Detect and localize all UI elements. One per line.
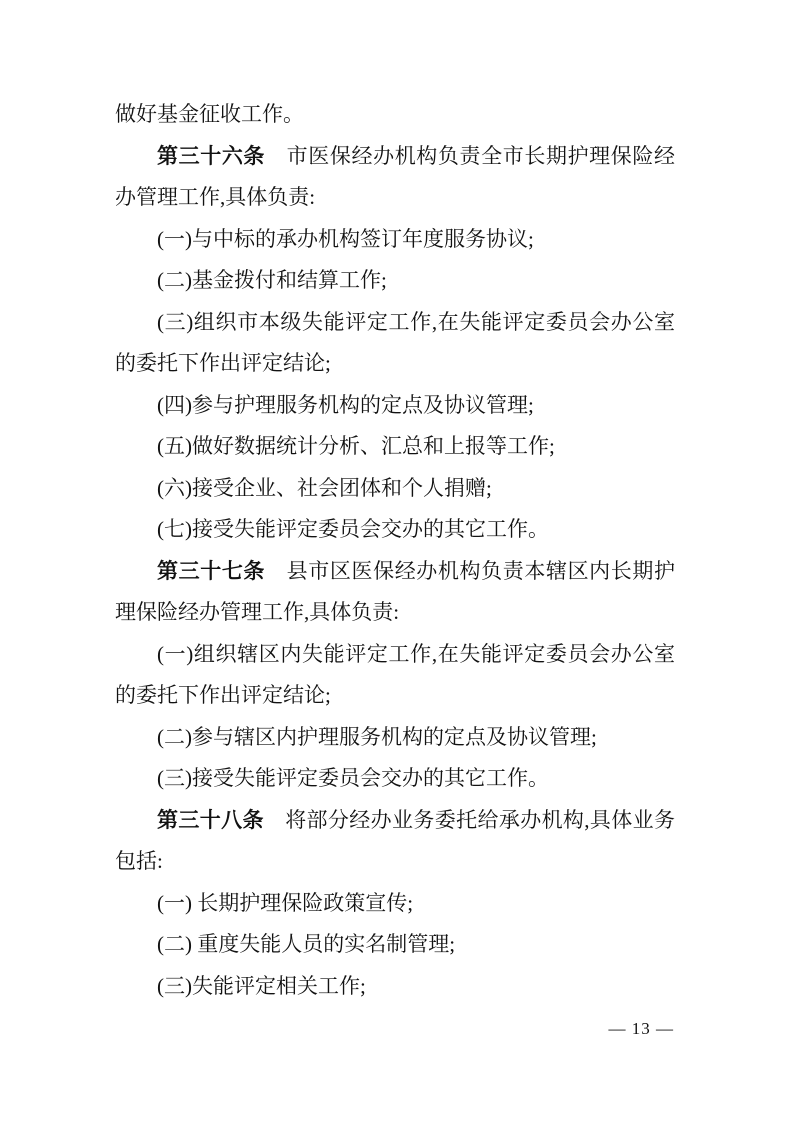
paragraph-text: 县市区医保经办机构负责本辖区内长期护理保险经办管理工作,具体负责: [115,558,676,624]
paragraph-text: (二) 重度失能人员的实名制管理; [157,932,456,956]
paragraph [115,94,675,136]
paragraph [115,924,675,966]
paragraph-text: 市医保经办机构负责全市长期护理保险经办管理工作,具体负责: [115,143,676,209]
paragraph [115,385,675,427]
paragraph [115,758,675,800]
paragraph [115,219,675,261]
paragraph-text: (三)接受失能评定委员会交办的其它工作。 [157,766,549,790]
paragraph-text: (一)组织辖区内失能评定工作,在失能评定委员会办公室的委托下作出评定结论; [115,641,675,707]
paragraph [115,883,675,925]
paragraph [115,426,675,468]
paragraph [115,509,675,551]
paragraph [115,634,675,717]
paragraph-text: (二)参与辖区内护理服务机构的定点及协议管理; [157,724,597,749]
paragraph-text: (一) 长期护理保险政策宣传; [157,890,414,915]
paragraph-text: (七)接受失能评定委员会交办的其它工作。 [157,517,549,541]
article-heading: 第三十七条 [157,559,266,583]
paragraph-text: (六)接受企业、社会团体和个人捐赠; [157,475,492,500]
paragraph-text: (四)参与护理服务机构的定点及协议管理; [157,392,534,417]
paragraph [115,468,675,510]
paragraph-text: (二)基金拨付和结算工作; [157,268,387,292]
paragraph [115,717,675,759]
paragraph [115,800,675,883]
paragraph-text: (五)做好数据统计分析、汇总和上报等工作; [157,434,555,458]
document-body [115,94,675,1007]
article-heading: 第三十八条 [157,808,264,832]
paragraph-text: 将部分经办业务委托给承办机构,具体业务包括: [115,807,676,873]
paragraph [115,136,675,219]
paragraph-text: (三)失能评定相关工作; [157,973,366,998]
article-heading: 第三十六条 [157,144,266,168]
paragraph [115,302,675,385]
paragraph [115,551,675,634]
paragraph-text: (三)组织市本级失能评定工作,在失能评定委员会办公室的委托下作出评定结论; [115,309,675,375]
paragraph [115,966,675,1008]
paragraph-text: 做好基金征收工作。 [115,102,304,126]
paragraph-text: (一)与中标的承办机构签订年度服务协议; [157,226,534,251]
page-number: — 13 — [608,1019,674,1038]
paragraph [115,260,675,302]
